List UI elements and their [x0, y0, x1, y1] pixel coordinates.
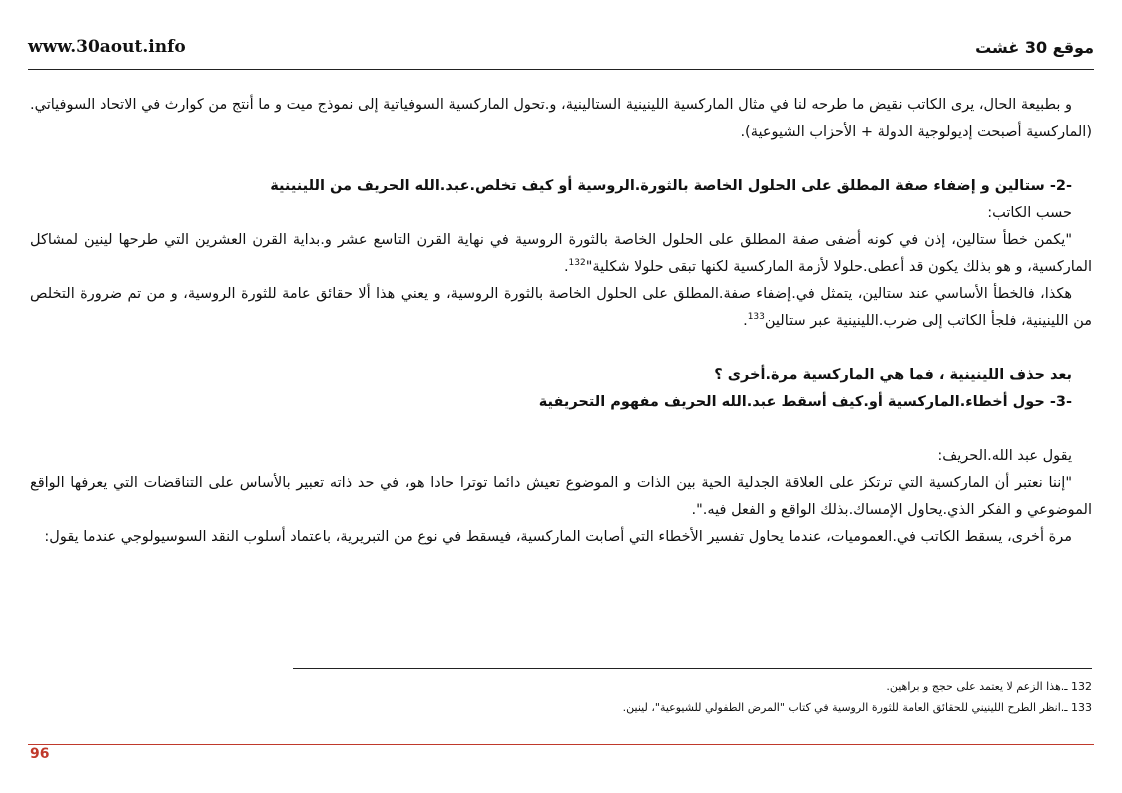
- quote-paragraph: "يكمن خطأ ستالين، إذن في كونه أضفى صفة المطلق على الحلول الخاصة بالثورة الروسية في نهاية القرن التاسع عشر و.بداية القرن العشرين التي طرحها لينين لمشاكل الماركسية، و هو بذلك يكون قد أعطى.حلولا لأزمة الماركسية لكنها تبقى حلولا شكلية"$^{132}$.: [30, 232, 1092, 275]
- footnote-ref: 132: [568, 258, 586, 269]
- page-number: 96: [30, 746, 50, 762]
- footnote: 132 ـ.هذا الزعم لا يعتمد على حجج و براهين.: [886, 680, 1092, 693]
- footnote: 133 ـ.انظر الطرح اللينيني للحقائق العامة للثورة الروسية في كتاب "المرض الطفولي للشيوعية"، لينين.: [622, 701, 1092, 714]
- header-divider: [28, 69, 1094, 70]
- footer-divider: [28, 744, 1094, 745]
- paragraph-text: هكذا، فالخطأ الأساسي عند ستالين، يتمثل في.إضفاء صفة.المطلق على الحلول الخاصة بالثورة الروسية، و يعني هذا ألا حقائق عامة للثورة الروسية، و من تم ضرورة التخلص من اللينينية، فلجأ الكاتب إلى ضرب.اللينينية عبر ستالين: [30, 286, 1092, 329]
- footnote-divider: [293, 668, 1092, 669]
- paragraph: هكذا، فالخطأ الأساسي عند ستالين، يتمثل في.إضفاء صفة.المطلق على الحلول الخاصة بالثورة الروسية، و يعني هذا ألا حقائق عامة للثورة الروسية، و من تم ضرورة التخلص من اللينينية، فلجأ الكاتب إلى ضرب.اللينينية عبر ستالين$^{133}$.: [30, 286, 1092, 329]
- paragraph: مرة أخرى، يسقط الكاتب في.العموميات، عندما يحاول تفسير الأخطاء التي أصابت الماركسية، فيسقط في نوع من التبريرية، باعتماد أسلوب النقد السوسيولوجي عندما يقول:: [44, 529, 1072, 545]
- section-heading: -3- حول أخطاء.الماركسية أو.كيف أسقط عبد.الله الحريف مفهوم التحريفية: [538, 394, 1072, 410]
- paragraph: حسب الكاتب:: [987, 205, 1072, 221]
- site-title: موقع 30 غشت: [975, 37, 1094, 57]
- main-text: [30, 92, 1092, 551]
- footnotes: [300, 676, 1092, 718]
- page-header: [28, 30, 1094, 64]
- footnote-ref: 133: [747, 312, 765, 323]
- site-url: www.30aout.info: [28, 37, 186, 57]
- section-heading: -2- ستالين و إضفاء صفة المطلق على الحلول الخاصة بالثورة.الروسية أو كيف تخلص.عبد.الله الحريف من اللينينية: [270, 178, 1072, 194]
- quote-paragraph: "إننا نعتبر أن الماركسية التي ترتكز على العلاقة الجدلية الحية بين الذات و الموضوع تعيش دائما توترا حادا هو، في حد ذاته تعبير بالأساس على التناقضات التي يعرفها الواقع الموضوعي و الفكر الذي.يحاول الإمساك.بذلك الواقع و الفعل فيه.".: [30, 475, 1092, 518]
- paragraph: يقول عبد الله.الحريف:: [937, 448, 1072, 464]
- question-heading: بعد حذف اللينينية ، فما هي الماركسية مرة.أخرى ؟: [714, 367, 1072, 383]
- quote-text: "يكمن خطأ ستالين، إذن في كونه أضفى صفة المطلق على الحلول الخاصة بالثورة الروسية في نهاية القرن التاسع عشر و.بداية القرن العشرين التي طرحها لينين لمشاكل الماركسية، و هو بذلك يكون قد أعطى.حلولا لأزمة الماركسية لكنها تبقى حلولا شكلية": [30, 232, 1092, 275]
- paragraph: و بطبيعة الحال، يرى الكاتب نقيض ما طرحه لنا في مثال الماركسية اللينينية الستالينية، و.تحول الماركسية السوفياتية إلى نموذج ميت و ما أنتج من كوارث في الاتحاد السوفياتي.(الماركسية أصبحت إديولوجية الدولة + الأحزاب الشيوعية).: [30, 97, 1092, 140]
